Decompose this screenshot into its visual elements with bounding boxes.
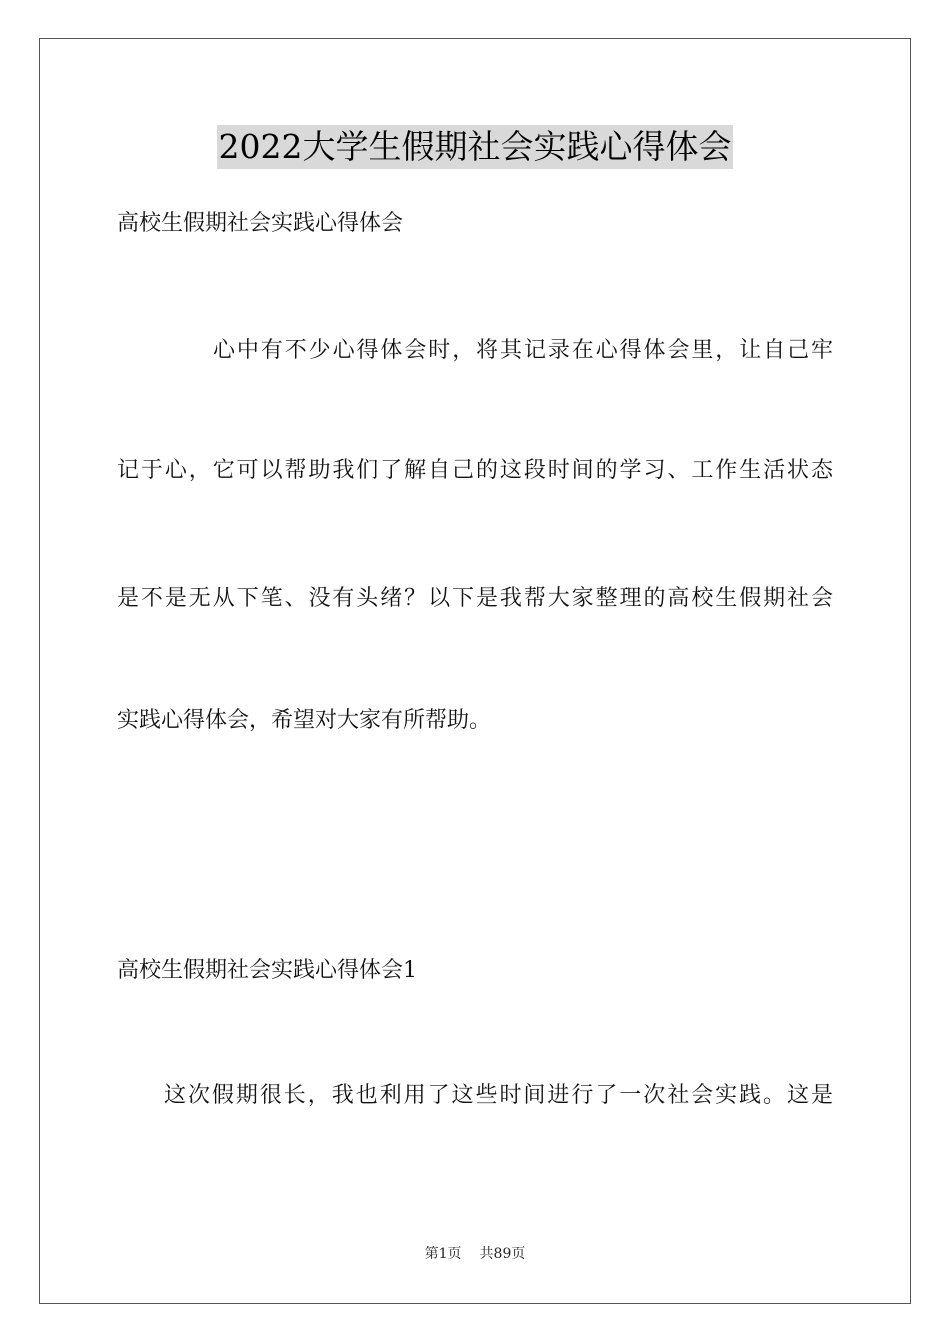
section-line-1: 这次假期很长，我也利用了这些时间进行了一次社会实践。这是 — [164, 1083, 833, 1108]
page-footer — [0, 1244, 950, 1264]
page-number: 第1页 — [424, 1246, 462, 1262]
document-subtitle: 高校生假期社会实践心得体会 — [117, 211, 404, 236]
intro-line-2: 记于心，它可以帮助我们了解自己的这段时间的学习、工作生活状态 — [117, 458, 833, 483]
section-heading: 高校生假期社会实践心得体会1 — [117, 958, 417, 983]
intro-line-4: 实践心得体会，希望对大家有所帮助。 — [117, 708, 492, 733]
intro-line-3: 是不是无从下笔、没有头绪？以下是我帮大家整理的高校生假期社会 — [117, 586, 833, 611]
page-total: 共89页 — [479, 1246, 526, 1262]
intro-line-1: 心中有不少心得体会时，将其记录在心得体会里，让自己牢 — [213, 338, 833, 363]
document-title: 2022大学生假期社会实践心得体会 — [217, 125, 734, 169]
title-container — [0, 125, 950, 169]
